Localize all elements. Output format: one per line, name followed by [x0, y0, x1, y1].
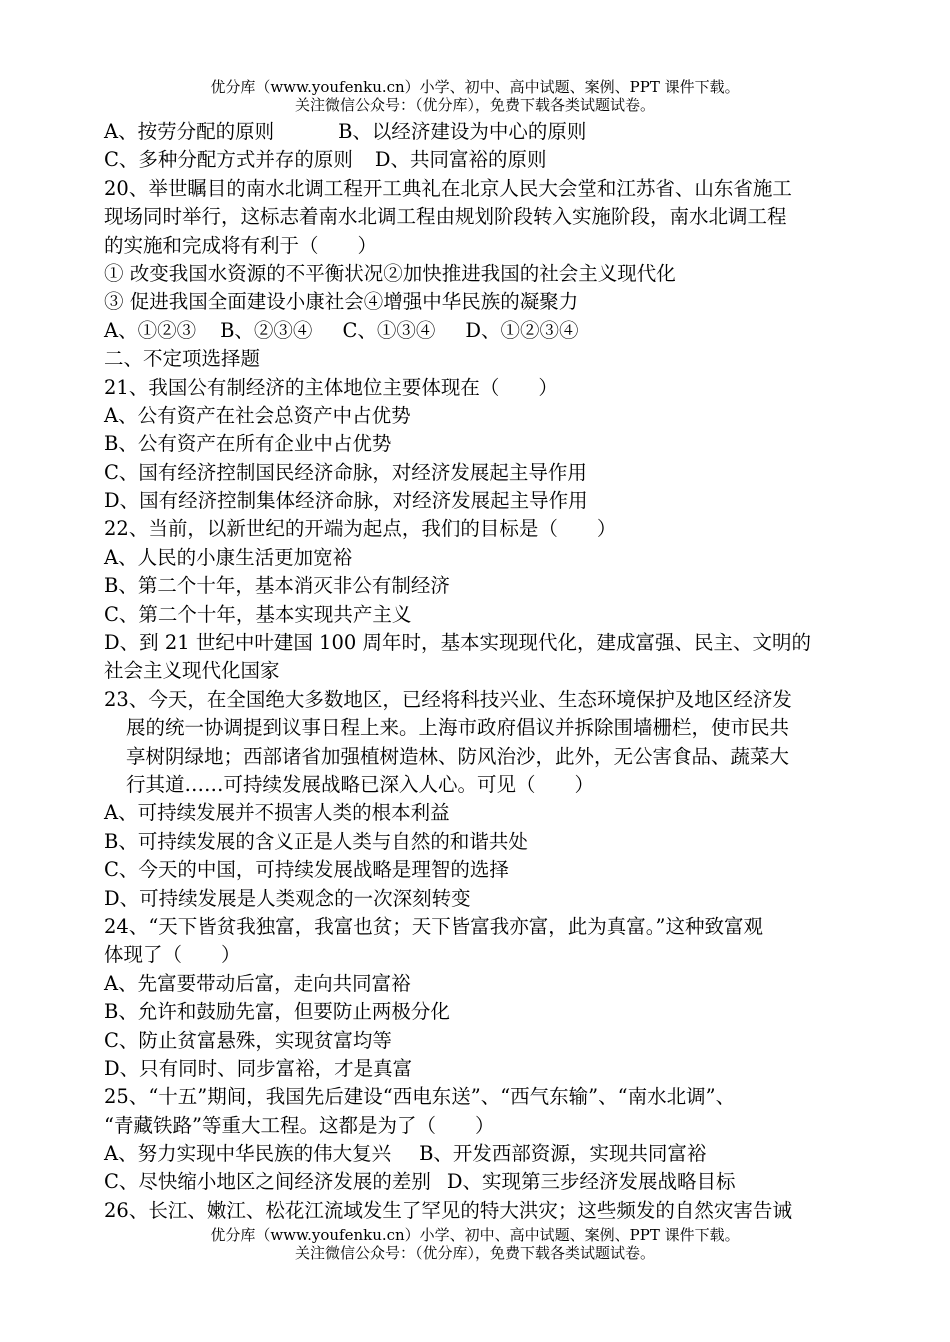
q23-stem-line-3: 享树阴绿地；西部诸省加强植树造林、防风治沙，此外，无公害食品、蔬菜大 — [126, 744, 790, 768]
q24-stem-line-1: 24、“天下皆贫我独富，我富也贫；天下皆富我亦富，此为真富。”这种致富观 — [104, 914, 764, 938]
q24-option-b: B、允许和鼓励先富，但要防止两极分化 — [104, 1000, 450, 1024]
q23-option-a: A、可持续发展并不损害人类的根本利益 — [104, 801, 450, 825]
q22-option-b: B、第二个十年，基本消灭非公有制经济 — [104, 574, 450, 598]
q23-option-b: B、可持续发展的含义正是人类与自然的和谐共处 — [104, 829, 528, 853]
q22-option-d-line-1: D、到 21 世纪中叶建国 100 周年时，基本实现现代化，建成富强、民主、文明的 — [104, 631, 811, 655]
q25-option-d: D、实现第三步经济发展战略目标 — [446, 1170, 736, 1194]
q23-stem-line-1: 23、今天，在全国绝大多数地区，已经将科技兴业、生态环境保护及地区经济发 — [104, 687, 792, 711]
q21-option-c: C、国有经济控制国民经济命脉，对经济发展起主导作用 — [104, 460, 587, 484]
q25-option-c: C、尽快缩小地区之间经济发展的差别 — [104, 1170, 431, 1194]
footer-line-1: 优分库（www.youfenku.cn）小学、初中、高中试题、案例、PPT 课件下载。 — [210, 1226, 740, 1244]
q24-option-d: D、只有同时、同步富裕，才是真富 — [104, 1056, 413, 1080]
q24-option-a: A、先富要带动后富，走向共同富裕 — [104, 971, 411, 995]
q25-option-a: A、努力实现中华民族的伟大复兴 — [104, 1142, 392, 1166]
q23-option-c: C、今天的中国，可持续发展战略是理智的选择 — [104, 858, 509, 882]
q20-item-line-2: ③ 促进我国全面建设小康社会④增强中华民族的凝聚力 — [104, 290, 579, 314]
q19-options-row-1 — [104, 118, 904, 146]
page-footer — [0, 1226, 950, 1262]
header-line-2: 关注微信公众号：（优分库），免费下载各类试题试卷。 — [294, 96, 655, 114]
q20-item-line-1: ① 改变我国水资源的不平衡状况②加快推进我国的社会主义现代化 — [104, 261, 676, 285]
q24-stem-line-2: 体现了（ ） — [104, 943, 241, 967]
q21-option-b: B、公有资产在所有企业中占优势 — [104, 432, 392, 456]
q20-option-b: B、②③④ — [220, 318, 313, 342]
q21-stem: 21、我国公有制经济的主体地位主要体现在（ ） — [104, 375, 558, 399]
exam-content — [104, 118, 904, 1225]
q22-option-c: C、第二个十年，基本实现共产主义 — [104, 602, 412, 626]
q25-options-row-2 — [104, 1168, 904, 1196]
q22-option-d-line-2: 社会主义现代化国家 — [104, 659, 280, 683]
q20-options-row — [104, 317, 904, 345]
q21-option-d: D、国有经济控制集体经济命脉，对经济发展起主导作用 — [104, 489, 588, 513]
q19-option-c: C、多种分配方式并存的原则 — [104, 148, 353, 172]
q22-stem: 22、当前，以新世纪的开端为起点，我们的目标是（ ） — [104, 517, 617, 541]
q22-option-a: A、人民的小康生活更加宽裕 — [104, 545, 353, 569]
q19-options-row-2 — [104, 146, 904, 174]
q21-option-a: A、公有资产在社会总资产中占优势 — [104, 403, 411, 427]
q20-stem-line-3: 的实施和完成将有利于（ ） — [104, 233, 378, 257]
section-heading: 二、不定项选择题 — [104, 347, 261, 371]
q25-stem-line-2: “青藏铁路”等重大工程。这都是为了（ ） — [104, 1113, 495, 1137]
page-header — [0, 78, 950, 114]
q23-stem-line-2: 展的统一协调提到议事日程上来。上海市政府倡议并拆除围墙栅栏，使市民共 — [126, 716, 790, 740]
q20-option-d: D、①②③④ — [465, 318, 579, 342]
q26-stem-line-1: 26、长江、嫩江、松花江流域发生了罕见的特大洪灾；这些频发的自然灾害告诫 — [104, 1198, 792, 1222]
q25-option-b: B、开发西部资源，实现共同富裕 — [419, 1142, 707, 1166]
q20-option-a: A、①②③ — [104, 318, 197, 342]
q23-option-d: D、可持续发展是人类观念的一次深刻转变 — [104, 886, 471, 910]
header-line-1: 优分库（www.youfenku.cn）小学、初中、高中试题、案例、PPT 课件下载。 — [210, 78, 740, 96]
q25-options-row-1 — [104, 1140, 904, 1168]
q19-option-a: A、按劳分配的原则 — [104, 120, 275, 143]
footer-line-2: 关注微信公众号：（优分库），免费下载各类试题试卷。 — [294, 1244, 655, 1262]
q24-option-c: C、防止贫富悬殊，实现贫富均等 — [104, 1028, 392, 1052]
q19-option-b: B、以经济建设为中心的原则 — [338, 120, 587, 143]
q20-option-c: C、①③④ — [342, 318, 436, 342]
q19-option-d: D、共同富裕的原则 — [374, 148, 547, 172]
q25-stem-line-1: 25、“十五”期间，我国先后建设“西电东送”、“西气东输”、“南水北调”、 — [104, 1085, 736, 1109]
q20-stem-line-2: 现场同时举行，这标志着南水北调工程由规划阶段转入实施阶段，南水北调工程 — [104, 205, 787, 229]
q20-stem-line-1: 20、举世瞩目的南水北调工程开工典礼在北京人民大会堂和江苏省、山东省施工 — [104, 176, 792, 200]
q23-stem-line-4: 行其道……可持续发展战略已深入人心。可见（ ） — [126, 772, 595, 796]
